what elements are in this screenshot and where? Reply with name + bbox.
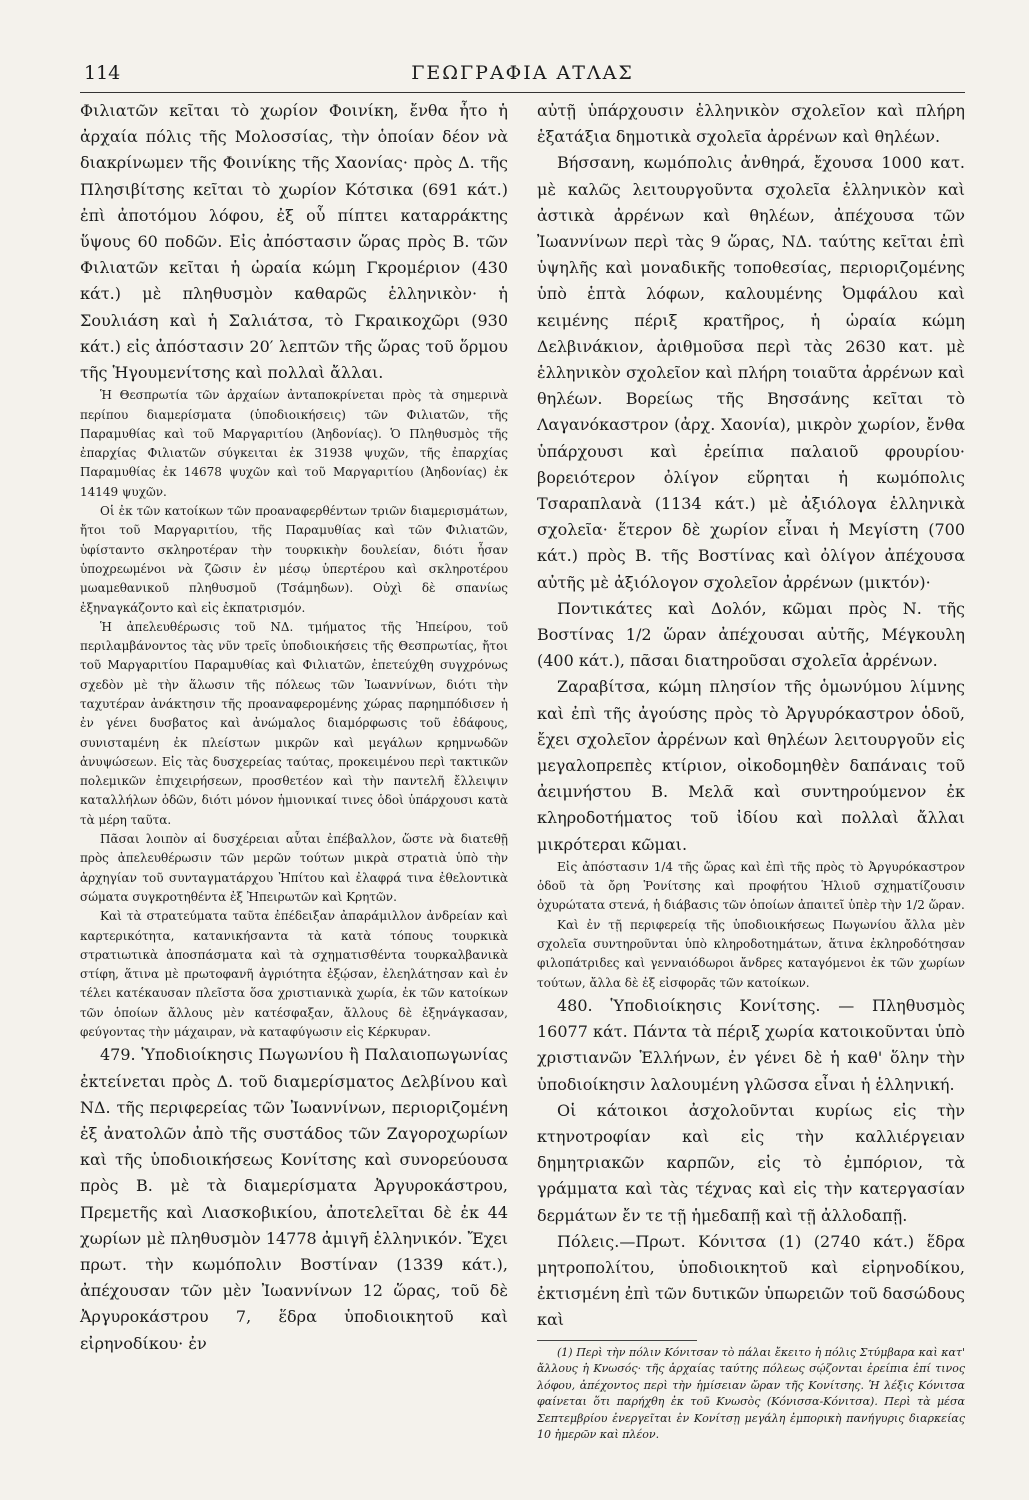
paragraph: Ζαραβίτσα, κώμη πλησίον τῆς ὁμωνύμου λίμνης καὶ ἐπὶ τῆς ἀγούσης πρὸς τὸ Ἀργυρόκαστρον ὁδοῦ, ἔχει σχολεῖον ἀρρένων καὶ θηλέων λειτουργοῦν εἰς μεγαλοπρεπὲς κτίριον, οἰκοδομηθὲν δαπάναις τοῦ ἀειμνήστου Β. Μελᾶ καὶ συντηρούμενον ἐκ κληροδοτήματος τοῦ ἰδίου καὶ πολλαὶ ἄλλαι μικρότεραι κῶμαι. <box>537 677 965 854</box>
paragraph: Καὶ τὰ στρατεύματα ταῦτα ἐπέδειξαν ἀπαράμιλλον ἀνδρείαν καὶ καρτερικότητα, κατανικήσαντα τὰ κατὰ τόπους τουρκικὰ στρατιωτικὰ ἀποσπάσματα καὶ τὰ σχηματισθέντα τουρκαλβανικὰ στίφη, ἅτινα μὲ πρωτοφανῆ ἀγριότητα ἐξῴσαν, ἐλεηλάτησαν καὶ ἐν τέλει κατέκαυσαν πλεῖστα ὅσα χριστιανικὰ χωρία, ἐκ τῶν κατοίκων τῶν ὁποίων ἄλλους μὲν κατέσφαξαν, ἄλλους δὲ ἐξηνάγκασαν, φεύγοντας τὴν μάχαιραν, νὰ καταφύγωσιν εἰς Κέρκυραν. <box>80 909 508 1040</box>
paragraph: Βήσσανη, κωμόπολις ἀνθηρά, ἔχουσα 1000 κατ. μὲ καλῶς λειτουργοῦντα σχολεῖα ἑλληνικὸν καὶ ἀστικὰ ἀρρένων καὶ θηλέων, ἀπέχουσα τῶν Ἰωαννίνων περὶ τὰς 9 ὥρας, ΝΔ. ταύτης κεῖται ἐπὶ ὑψηλῆς καὶ μοναδικῆς τοποθεσίας, περιοριζομένης ὑπὸ ἑπτὰ λόφων, καλουμένης Ὀμφάλου καὶ κειμένης πέριξ κρατῆρος, ἡ ὡραία κώμη Δελβινάκιον, ἀριθμοῦσα περὶ τὰς 2630 κατ. μὲ ἑλληνικὸν σχολεῖον καὶ πλήρη τοιαῦτα ἀρρένων καὶ θηλέων. Βορείως τῆς Βησσάνης κεῖται τὸ Λαγανόκαστρον (ἀρχ. Χαονία), μικρὸν χωρίον, ἔνθα ὑπάρχουσι καὶ ἐρείπια παλαιοῦ φρουρίου· βορειότερον ὀλίγον εὕρηται ἡ κωμόπολις Τσαραπλανὰ (1134 κάτ.) μὲ ἀξιόλογα ἑλληνικὰ σχολεῖα· ἕτερον δὲ χωρίον εἶναι ἡ Μεγίστη (700 κάτ.) πρὸς Β. τῆς Βοστίνας καὶ ὀλίγον ἀπέχουσα αὐτῆς μὲ ἀξιόλογον σχολεῖον ἀρρένων (μικτόν)· <box>537 153 965 592</box>
paragraph: Ποντικάτες καὶ Δολόν, κῶμαι πρὸς Ν. τῆς Βοστίνας 1/2 ὥραν ἀπέχουσαι αὐτῆς, Μέγκουλη (400 κάτ.), πᾶσαι διατηροῦσαι σχολεῖα ἀρρένων. <box>537 598 965 671</box>
paragraph: Ἡ ἀπελευθέρωσις τοῦ ΝΔ. τμήματος τῆς Ἠπείρου, τοῦ περιλαμβάνοντος τὰς νῦν τρεῖς ὑποδιοικήσεις τῆς Θεσπρωτίας, ἤτοι τοῦ Μαργαριτίου Παραμυθίας καὶ Φιλιατῶν, ἐπετεύχθη συγχρόνως σχεδὸν μὲ τὴν ἅλωσιν τῆς πόλεως τῶν Ἰωαννίνων, διότι τὴν ταχυτέραν ἀνάκτησιν τῆς προαναφερομένης χώρας παρημπόδισεν ἡ ἐν γένει δυσβατος καὶ ἀνώμαλος διαμόρφωσις τοῦ ἐδάφους, συνισταμένη ἐκ πλείστων μικρῶν καὶ μεγάλων κρημνωδῶν ἀνυψώσεων. Εἰς τὰς δυσχερείας ταύτας, προκειμένου περὶ τακτικῶν πολεμικῶν ἐπιχειρήσεων, προσθετέον καὶ τὴν παντελῆ ἔλλειψιν καταλλήλων ὁδῶν, διότι μόνον ἡμιονικαί τινες ὁδοὶ ὑπάρχουσι κατὰ τὰ μέρη ταῦτα. <box>80 619 508 827</box>
footnote: (1) Περὶ τὴν πόλιν Κόνιτσαν τὸ πάλαι ἔκειτο ἡ πόλις Στύμβαρα καὶ κατ' ἄλλους ἡ Κνωσός· τῆς ἀρχαίας ταύτης πόλεως σῴζονται ἐρείπια ἐπί τινος λόφου, ἀπέχοντος περὶ τὴν ἡμίσειαν ὥραν τῆς Κονίτσης. Ἡ λέξις Κόνιτσα φαίνεται ὅτι παρήχθη ἐκ τοῦ Κνωσὸς (Κόνισσα-Κόνιτσα). Περὶ τὰ μέσα Σεπτεμβρίου ἐνεργεῖται ἐν Κονίτσῃ μεγάλη ἐμπορικὴ πανήγυρις διαρκείας 10 ἡμερῶν καὶ πλέον. <box>537 1345 965 1442</box>
paragraph: Ἡ Θεσπρωτία τῶν ἀρχαίων ἀνταποκρίνεται πρὸς τὰ σημερινὰ περίπου διαμερίσματα (ὑποδιοικήσεις) τῶν Φιλιατῶν, τῆς Παραμυθίας καὶ τοῦ Μαργαριτίου (Ἀηδονίας). Ὁ Πληθυσμὸς τῆς ἐπαρχίας Φιλιατῶν σύγκειται ἐκ 31938 ψυχῶν, τῆς ἐπαρχίας Παραμυθίας ἐκ 14678 ψυχῶν καὶ τοῦ Μαργαριτίου (Ἀηδονίας) ἐκ 14149 ψυχῶν. <box>80 388 508 499</box>
footnote-rule <box>537 1340 697 1341</box>
paragraph: Φιλιατῶν κεῖται τὸ χωρίον Φοινίκη, ἔνθα ἦτο ἡ ἀρχαία πόλις τῆς Μολοσσίας, τὴν ὁποίαν δέον νὰ διακρίνωμεν τῆς Φοινίκης τῆς Χαονίας· πρὸς Δ. τῆς Πλησιβίτσης κεῖται τὸ χωρίον Κότσικα (691 κάτ.) ἐπὶ ἀποτόμου λόφου, ἐξ οὗ πίπτει καταρράκτης ὕψους 60 ποδῶν. Εἰς ἀπόστασιν ὥρας πρὸς Β. τῶν Φιλιατῶν κεῖται ἡ ὡραία κώμη Γκρομέριον (430 κάτ.) μὲ πληθυσμὸν καθαρῶς ἑλληνικὸν· ἡ Σουλιάση καὶ ἡ Σαλιάτσα, τὸ Γκραικοχῶρι (930 κάτ.) εἰς ἀπόστασιν 20′ λεπτῶν τῆς ὥρας τοῦ ὅρμου τῆς Ἡγουμενίτσης καὶ πολλαὶ ἄλλαι. <box>80 101 508 383</box>
paragraph: 479. Ὑποδιοίκησις Πωγωνίου ἢ Παλαιοπωγωνίας ἐκτείνεται πρὸς Δ. τοῦ διαμερίσματος Δελβίνου καὶ ΝΔ. τῆς περιφερείας τῶν Ἰωαννίνων, περιοριζομένη ἐξ ἀνατολῶν ἀπὸ τῆς συστάδος τῶν Ζαγοροχωρίων καὶ τῆς ὑποδιοικήσεως Κονίτσης καὶ συνορεύουσα πρὸς Β. μὲ τὰ διαμερίσματα Ἀργυροκάστρου, Πρεμετῆς καὶ Λιασκοβικίου, ἀποτελεῖται δὲ ἐκ 44 χωρίων μὲ πληθυσμὸν 14778 ἀμιγῆ ἑλληνικόν. Ἔχει πρωτ. τὴν κωμόπολιν Βοστίναν (1339 κάτ.), ἀπέχουσαν τῶν μὲν Ἰωαννίνων 12 ὥρας, τοῦ δὲ Ἀργυροκάστρου 7, ἕδρα ὑποδιοικητοῦ καὶ εἰρηνοδίκου· ἐν <box>80 1045 508 1353</box>
paragraph: Καὶ ἐν τῇ περιφερείᾳ τῆς ὑποδιοικήσεως Πωγωνίου ἄλλα μὲν σχολεῖα συντηροῦνται ὑπὸ κληροδοτημάτων, ἅτινα ἐκληροδότησαν φιλοπάτριδες καὶ γενναιόδωροι ἄνδρες καταγόμενοι ἐκ τῶν χωρίων τούτων, ἄλλα δὲ ἐξ εἰσφορᾶς τῶν κατοίκων. <box>537 917 965 990</box>
page-header <box>80 58 965 93</box>
paragraph: Οἱ ἐκ τῶν κατοίκων τῶν προαναφερθέντων τριῶν διαμερισμάτων, ἤτοι τοῦ Μαργαριτίου, τῆς Παραμυθίας καὶ τῶν Φιλιατῶν, ὑφίσταντο σκληροτέραν τὴν τουρκικὴν δουλείαν, διότι ἦσαν ὑποχρεωμένοι νὰ ζῶσιν ἐν μέσῳ ὑπερτέρου καὶ σκληροτέρου μωαμεθανικοῦ πληθυσμοῦ (Τσάμηδων). Οὐχὶ δὲ σπανίως ἐξηναγκάζοντο καὶ εἰς ἐκπατρισμόν. <box>80 504 508 615</box>
paragraph: Οἱ κάτοικοι ἀσχολοῦνται κυρίως εἰς τὴν κτηνοτροφίαν καὶ εἰς τὴν καλλιέργειαν δημητριακῶν καρπῶν, εἰς τὸ ἐμπόριον, τὰ γράμματα καὶ τὰς τέχνας καὶ εἰς τὴν κατεργασίαν δερμάτων ἔν τε τῇ ἡμεδαπῇ καὶ τῇ ἀλλοδαπῇ. <box>537 1100 965 1225</box>
paragraph: Πᾶσαι λοιπὸν αἱ δυσχέρειαι αὗται ἐπέβαλλον, ὥστε νὰ διατεθῇ πρὸς ἀπελευθέρωσιν τῶν μερῶν τούτων μικρὰ στρατιὰ ὑπὸ τὴν ἀρχηγίαν τοῦ συνταγματάρχου Ἠπίτου καὶ ἐλαφρά τινα ἐθελοντικὰ σώματα συγκροτηθέντα ἐξ Ἠπειρωτῶν καὶ Κρητῶν. <box>80 832 508 904</box>
right-column-body <box>537 98 965 1334</box>
paragraph: Πόλεις.—Πρωτ. Κόνιτσα (1) (2740 κάτ.) ἕδρα μητροπολίτου, ὑποδιοικητοῦ καὶ εἰρηνοδίκου, ἐκτισμένη ἐπὶ τῶν δυτικῶν ὑπωρειῶν τοῦ δασώδους καὶ <box>537 1231 966 1330</box>
right-column <box>537 98 965 1444</box>
page-number: 114 <box>84 62 121 84</box>
paragraph: 480. Ὑποδιοίκησις Κονίτσης. — Πληθυσμὸς 16077 κάτ. Πάντα τὰ πέριξ χωρία κατοικοῦνται ὑπὸ χριστιανῶν Ἑλλήνων, ἐν γένει δὲ ἡ καθ' ὅλην τὴν ὑποδιοίκησιν λαλουμένη γλῶσσα εἶναι ἡ ἑλληνική. <box>537 995 966 1094</box>
left-column <box>80 98 508 1357</box>
paragraph: Εἰς ἀπόστασιν 1/4 τῆς ὥρας καὶ ἐπὶ τῆς πρὸς τὸ Ἀργυρόκαστρον ὁδοῦ τὰ ὄρη Ῥονίτσης καὶ προφήτου Ἡλιοῦ σχηματίζουσιν ὀχυρώτατα στενά, ἡ διάβασις τῶν ὁποίων ἀπαιτεῖ ὑπὲρ τὴν 1/2 ὥραν. <box>537 859 965 913</box>
paragraph: αὐτῇ ὑπάρχουσιν ἑλληνικὸν σχολεῖον καὶ πλήρη ἑξατάξια δημοτικὰ σχολεῖα ἀρρένων καὶ θηλέων. <box>537 101 965 147</box>
running-title: ΓΕΩΓΡΑΦΙΑ ΑΤΛΑΣ <box>411 62 634 84</box>
